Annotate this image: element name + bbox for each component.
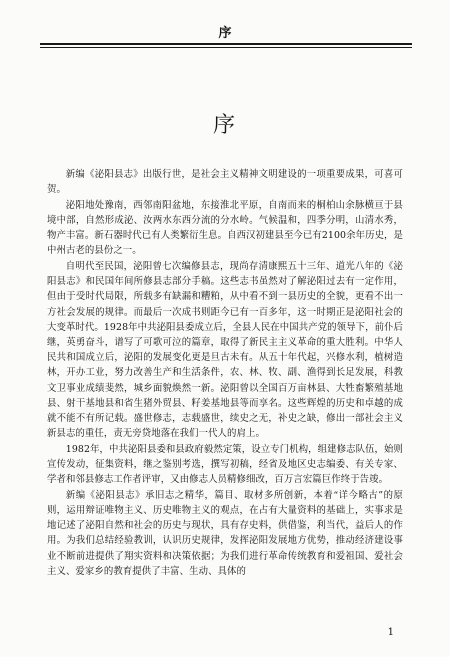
paragraph: 自明代至民国，泌阳曾七次编修县志，现尚存清康熙五十三年、道光八年的《泌阳县志》和民国年间所修县志部分手稿。这些志书虽然对了解泌阳过去有一定作用，但由于受时代局限，所载多有缺漏和糟粕，从中看不到一县历史的全貌，更看不出一方社会发展的规律。而最后一次成书则距今已有一百多年，这一时期正是泌阳社会的大变革时代。1928年中共泌阳县委成立后，全县人民在中国共产党的领导下，前仆后继，英勇奋斗，谱写了可歌可泣的篇章，取得了新民主主义革命的重大胜利。中华人民共和国成立后，泌阳的发展变化更是旦古未有。从五十年代起，兴修水利，植树造林，开办工业，努力改善生产和生活条件，农、林、牧、副、渔得到长足发展，科教文卫事业成绩斐然，城乡面貌焕然一新。泌阳曾以全国百万亩林县、大牲畜繁殖基地县、射干基地县和省生猪外贸县、籽姜基地县等而享名。这些辉煌的历史和卓越的成就不能不有所记载。盛世修志，志载盛世，续史之无，补史之缺，修出一部社会主义新县志的重任，责无旁贷地落在我们一代人的肩上。 bbox=[47, 261, 403, 440]
preface-title: 序 bbox=[212, 113, 237, 138]
header-rule-thick bbox=[40, 43, 412, 45]
paragraph: 泌阳地处豫南，西邻南阳盆地，东接淮北平原，自南而来的桐柏山余脉横亘于县境中部，自然形成泌、汝两水东西分流的分水岭。气候温和，四季分明，山清水秀，物产丰富。新石器时代已有人类繁衍生息。自西汉初建县至今已有2100余年历史，是中州古老的县份之一。 bbox=[47, 199, 403, 257]
paragraph: 新编《泌阳县志》出版行世，是社会主义精神文明建设的一项重要成果，可喜可贺。 bbox=[47, 169, 403, 196]
running-header: 序 bbox=[218, 26, 232, 41]
paragraph: 新编《泌阳县志》承旧志之精华，篇目、取材多所创新，本着“详今略古”的原则，运用辩证唯物主义、历史唯物主义的观点，在占有大量资料的基础上，实事求是地记述了泌阳自然和社会的历史与现状，具有存史料，供借鉴，利当代，益后人的作用。为我们总结经验教训，认识历史规律，发挥泌阳发展地方优势，推动经济建设事业不断前进提供了翔实资料和决策依据；为我们进行革命传统教育和爱祖国、爱社会主义、爱家乡的教育提供了丰富、生动、具体的 bbox=[47, 489, 403, 577]
preface-body bbox=[47, 167, 403, 579]
page-number: 1 bbox=[387, 627, 394, 638]
header-rule-thin bbox=[40, 47, 412, 48]
paragraph: 1982年，中共泌阳县委和县政府毅然定策，设立专门机构，组建修志队伍，始则宣传发动，征集资料，继之鉴别考选，撰写初稿，经省及地区史志编委、有关专家、学者和邻县修志工作者评审，又由修志人员精修细改，百万言宏篇巨作终于告竣。 bbox=[47, 443, 403, 486]
